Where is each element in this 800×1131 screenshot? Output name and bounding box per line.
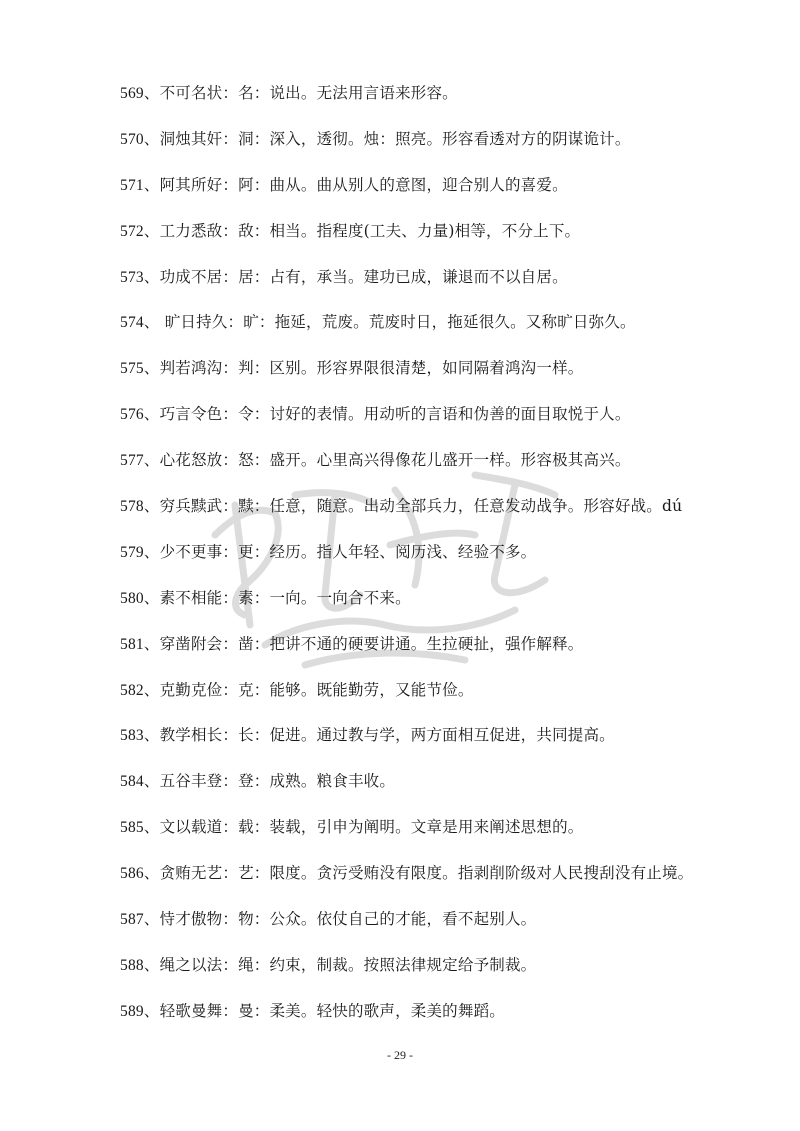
list-item (120, 80, 760, 126)
entry-text: 恃才傲物：物：公众。依仗自己的才能，看不起别人。 (159, 910, 537, 929)
list-item (120, 218, 760, 264)
entry-text: 阿其所好：阿：曲从。曲从别人的意图，迎合别人的喜爱。 (159, 175, 568, 194)
entry-text: 穷兵黩武：黩：任意，随意。出动全部兵力，任意发动战争。形容好战。dú (159, 497, 683, 516)
entry-number: 575、 (120, 360, 160, 378)
entry-text: 少不更事：更：经历。指人年轻、阅历浅、经验不多。 (159, 542, 537, 561)
entry-text: 五谷丰登：登：成熟。粮食丰收。 (159, 772, 396, 791)
list-item (120, 677, 760, 723)
list-item (120, 172, 760, 218)
list-item (120, 860, 760, 906)
list-item (120, 814, 760, 860)
entry-text: 贪贿无艺：艺：限度。贪污受贿没有限度。指剥削阶级对人民搜刮没有止境。 (159, 864, 694, 883)
entry-number: 588、 (120, 956, 160, 974)
list-item (120, 631, 760, 677)
entry-number: 584、 (120, 773, 160, 791)
entry-number: 578、 (120, 498, 160, 516)
list-item (120, 952, 760, 998)
entry-number: 585、 (120, 819, 160, 837)
list-item (120, 126, 760, 172)
list-item (120, 722, 760, 768)
entry-text: 文以载道：载：装载，引申为阐明。文章是用来阐述思想的。 (159, 818, 584, 837)
entry-number: 577、 (120, 452, 160, 470)
entry-text: 克勤克俭：克：能够。既能勤劳，又能节俭。 (159, 680, 474, 699)
list-item (120, 493, 760, 539)
entry-text: 心花怒放：怒：盛开。心里高兴得像花儿盛开一样。形容极其高兴。 (159, 451, 631, 470)
entry-number: 579、 (120, 543, 160, 561)
entry-number: 569、 (120, 85, 160, 102)
entry-number: 582、 (120, 681, 160, 699)
list-item (120, 309, 760, 355)
list-item (120, 768, 760, 814)
entry-text: 旷日持久：旷：拖延，荒废。荒废时日，拖延很久。又称旷日弥久。 (159, 313, 636, 332)
list-item (120, 355, 760, 401)
list-item (120, 585, 760, 631)
entry-text: 判若鸿沟：判：区别。形容界限很清楚，如同隔着鸿沟一样。 (159, 359, 584, 378)
entry-text: 轻歌曼舞：曼：柔美。轻快的歌声，柔美的舞蹈。 (159, 1001, 505, 1020)
entry-text: 功成不居：居：占有，承当。建功已成，谦退而不以自居。 (159, 267, 568, 286)
entry-number: 571、 (120, 176, 160, 194)
list-item (120, 906, 760, 952)
entry-number: 587、 (120, 911, 160, 929)
entry-number: 572、 (120, 222, 160, 240)
entry-number: 581、 (120, 635, 160, 653)
list-item (120, 539, 760, 585)
entry-text: 穿凿附会：凿：把讲不通的硬要讲通。生拉硬扯，强作解释。 (159, 634, 584, 653)
entry-text: 素不相能：素：一向。一向合不来。 (159, 588, 411, 607)
entry-text: 教学相长：长：促进。通过教与学，两方面相互促进，共同提高。 (159, 726, 615, 745)
entry-number: 589、 (120, 1002, 160, 1020)
entry-number: 574、 (120, 314, 160, 332)
entry-text: 洞烛其奸：洞：深入，透彻。烛：照亮。形容看透对方的阴谋诡计。 (159, 129, 631, 148)
entry-number: 570、 (120, 130, 160, 148)
list-item (120, 998, 760, 1044)
entry-number: 580、 (120, 589, 160, 607)
entry-number: 573、 (120, 268, 160, 286)
entry-number: 583、 (120, 727, 160, 745)
entry-text: 巧言令色：令：讨好的表情。用动听的言语和伪善的面目取悦于人。 (159, 405, 631, 424)
entry-text: 工力悉敌：敌：相当。指程度(工夫、力量)相等，不分上下。 (159, 221, 581, 240)
idiom-list (120, 80, 760, 1044)
list-item (120, 401, 760, 447)
list-item (120, 264, 760, 310)
page-number: - 29 - (387, 1048, 413, 1062)
entry-text: 不可名状：名：说出。无法用言语来形容。 (159, 84, 458, 102)
entry-text: 绳之以法：绳：约束，制裁。按照法律规定给予制裁。 (159, 955, 537, 974)
list-item (120, 447, 760, 493)
entry-number: 586、 (120, 865, 160, 883)
entry-number: 576、 (120, 406, 160, 424)
